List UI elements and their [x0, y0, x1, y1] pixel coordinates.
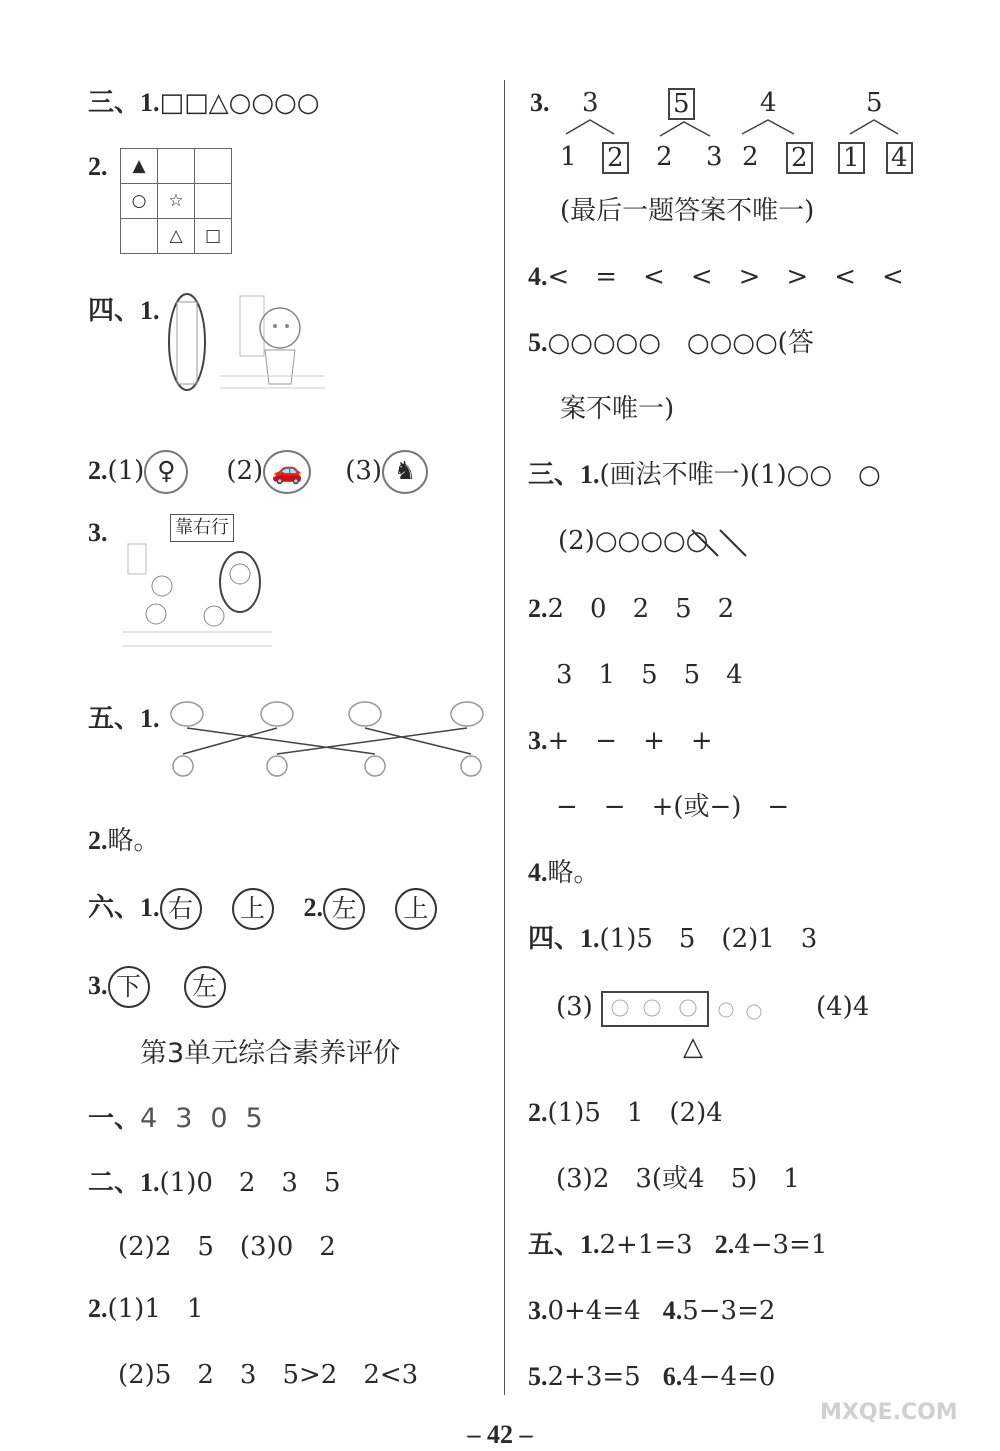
answer-line: 2.略。: [88, 826, 160, 856]
answer-line: 五、1.2+1=3 2.4−3=1: [528, 1230, 828, 1260]
answer-circle: 右: [160, 888, 202, 930]
question-label: 3.: [88, 518, 108, 547]
answer-line: 三、1.(画法不唯一)(1)○○ ○: [528, 460, 881, 490]
rocking-horse-icon: ♞: [382, 450, 428, 494]
keep-right-illustration: [122, 514, 272, 659]
question-label: 2.: [88, 152, 108, 181]
shape-sequence: □□△○○○○: [159, 88, 320, 118]
answer-line: 一、4305: [88, 1103, 281, 1134]
question-label: 3.: [530, 88, 550, 117]
shape-grid: ▲ ○ ☆ △ □: [120, 148, 232, 254]
column-divider: [504, 80, 505, 1395]
answer-circle: 左: [184, 966, 226, 1008]
answer-line: − − +(或−) −: [556, 792, 790, 822]
answer-circle: 上: [395, 888, 437, 930]
answer-line: (2)5 2 3 5>2 2<3: [118, 1360, 419, 1390]
answer-circle: 上: [232, 888, 274, 930]
page-number: – 42 –: [467, 1420, 533, 1449]
answer-line: 5.○○○○○ ○○○○(答: [528, 328, 814, 358]
answer-line: 三、1.□□△○○○○: [88, 88, 320, 118]
crossed-out-marks: [688, 526, 752, 558]
answer-line: 六、1. 右 上 2. 左 上: [88, 888, 437, 930]
answer-line: 案不唯一): [560, 394, 675, 424]
girl-door-illustration: [165, 288, 335, 406]
answer-line: (4)4: [816, 992, 870, 1022]
answer-line: 4.略。: [528, 858, 600, 888]
question-label: 五、1.: [88, 704, 160, 733]
question-label: 四、1.: [88, 296, 160, 325]
answer-line: 5.2+3=5 6.4−4=0: [528, 1362, 776, 1392]
answer-line: 2.(1) ♀ (2) 🚗 (3) ♞: [88, 450, 428, 494]
answer-line: 3.+ − + +: [528, 726, 713, 756]
answer-circle: 左: [323, 888, 365, 930]
answer-line: 3 1 5 5 4: [556, 660, 743, 690]
watermark: MXQE.COM: [820, 1400, 958, 1425]
answer-line: 2.(1)1 1: [88, 1294, 204, 1324]
doll-icon: ♀: [144, 450, 188, 494]
answer-line: (2)○○○○○: [558, 526, 709, 556]
answer-line: (3)2 3(或4 5) 1: [556, 1164, 800, 1194]
answer-line: 二、1.(1)0 2 3 5: [88, 1168, 341, 1198]
answer-line: 2.(1)5 1 (2)4: [528, 1098, 723, 1128]
triangle-marker: △: [683, 1032, 703, 1062]
answer-line: 四、1.(1)5 5 (2)1 3: [528, 924, 818, 954]
answer-line: (2)2 5 (3)0 2: [118, 1232, 336, 1262]
handwritten-digits: 4305: [140, 1103, 281, 1134]
answer-line: 3. 下 左: [88, 966, 226, 1008]
section-heading: 第3单元综合素养评价: [140, 1038, 401, 1069]
answer-line: 2.2 0 2 5 2: [528, 594, 735, 624]
matching-illustration: [165, 696, 495, 796]
note-text: (最后一题答案不唯一): [560, 196, 815, 226]
keep-right-sign: 靠右行: [170, 514, 234, 542]
answer-circle: 下: [108, 966, 150, 1008]
answer-line: 3.0+4=4 4.5−3=2: [528, 1296, 776, 1326]
number-split-diagram: 3 5 4 5 1 2 2 3 2 2 1 4: [556, 86, 926, 176]
answer-label: (3): [556, 992, 593, 1022]
animal-row-illustration: [600, 990, 770, 1030]
car-icon: 🚗: [263, 450, 311, 494]
answer-line: 4.< = < < > > < <: [528, 262, 904, 292]
